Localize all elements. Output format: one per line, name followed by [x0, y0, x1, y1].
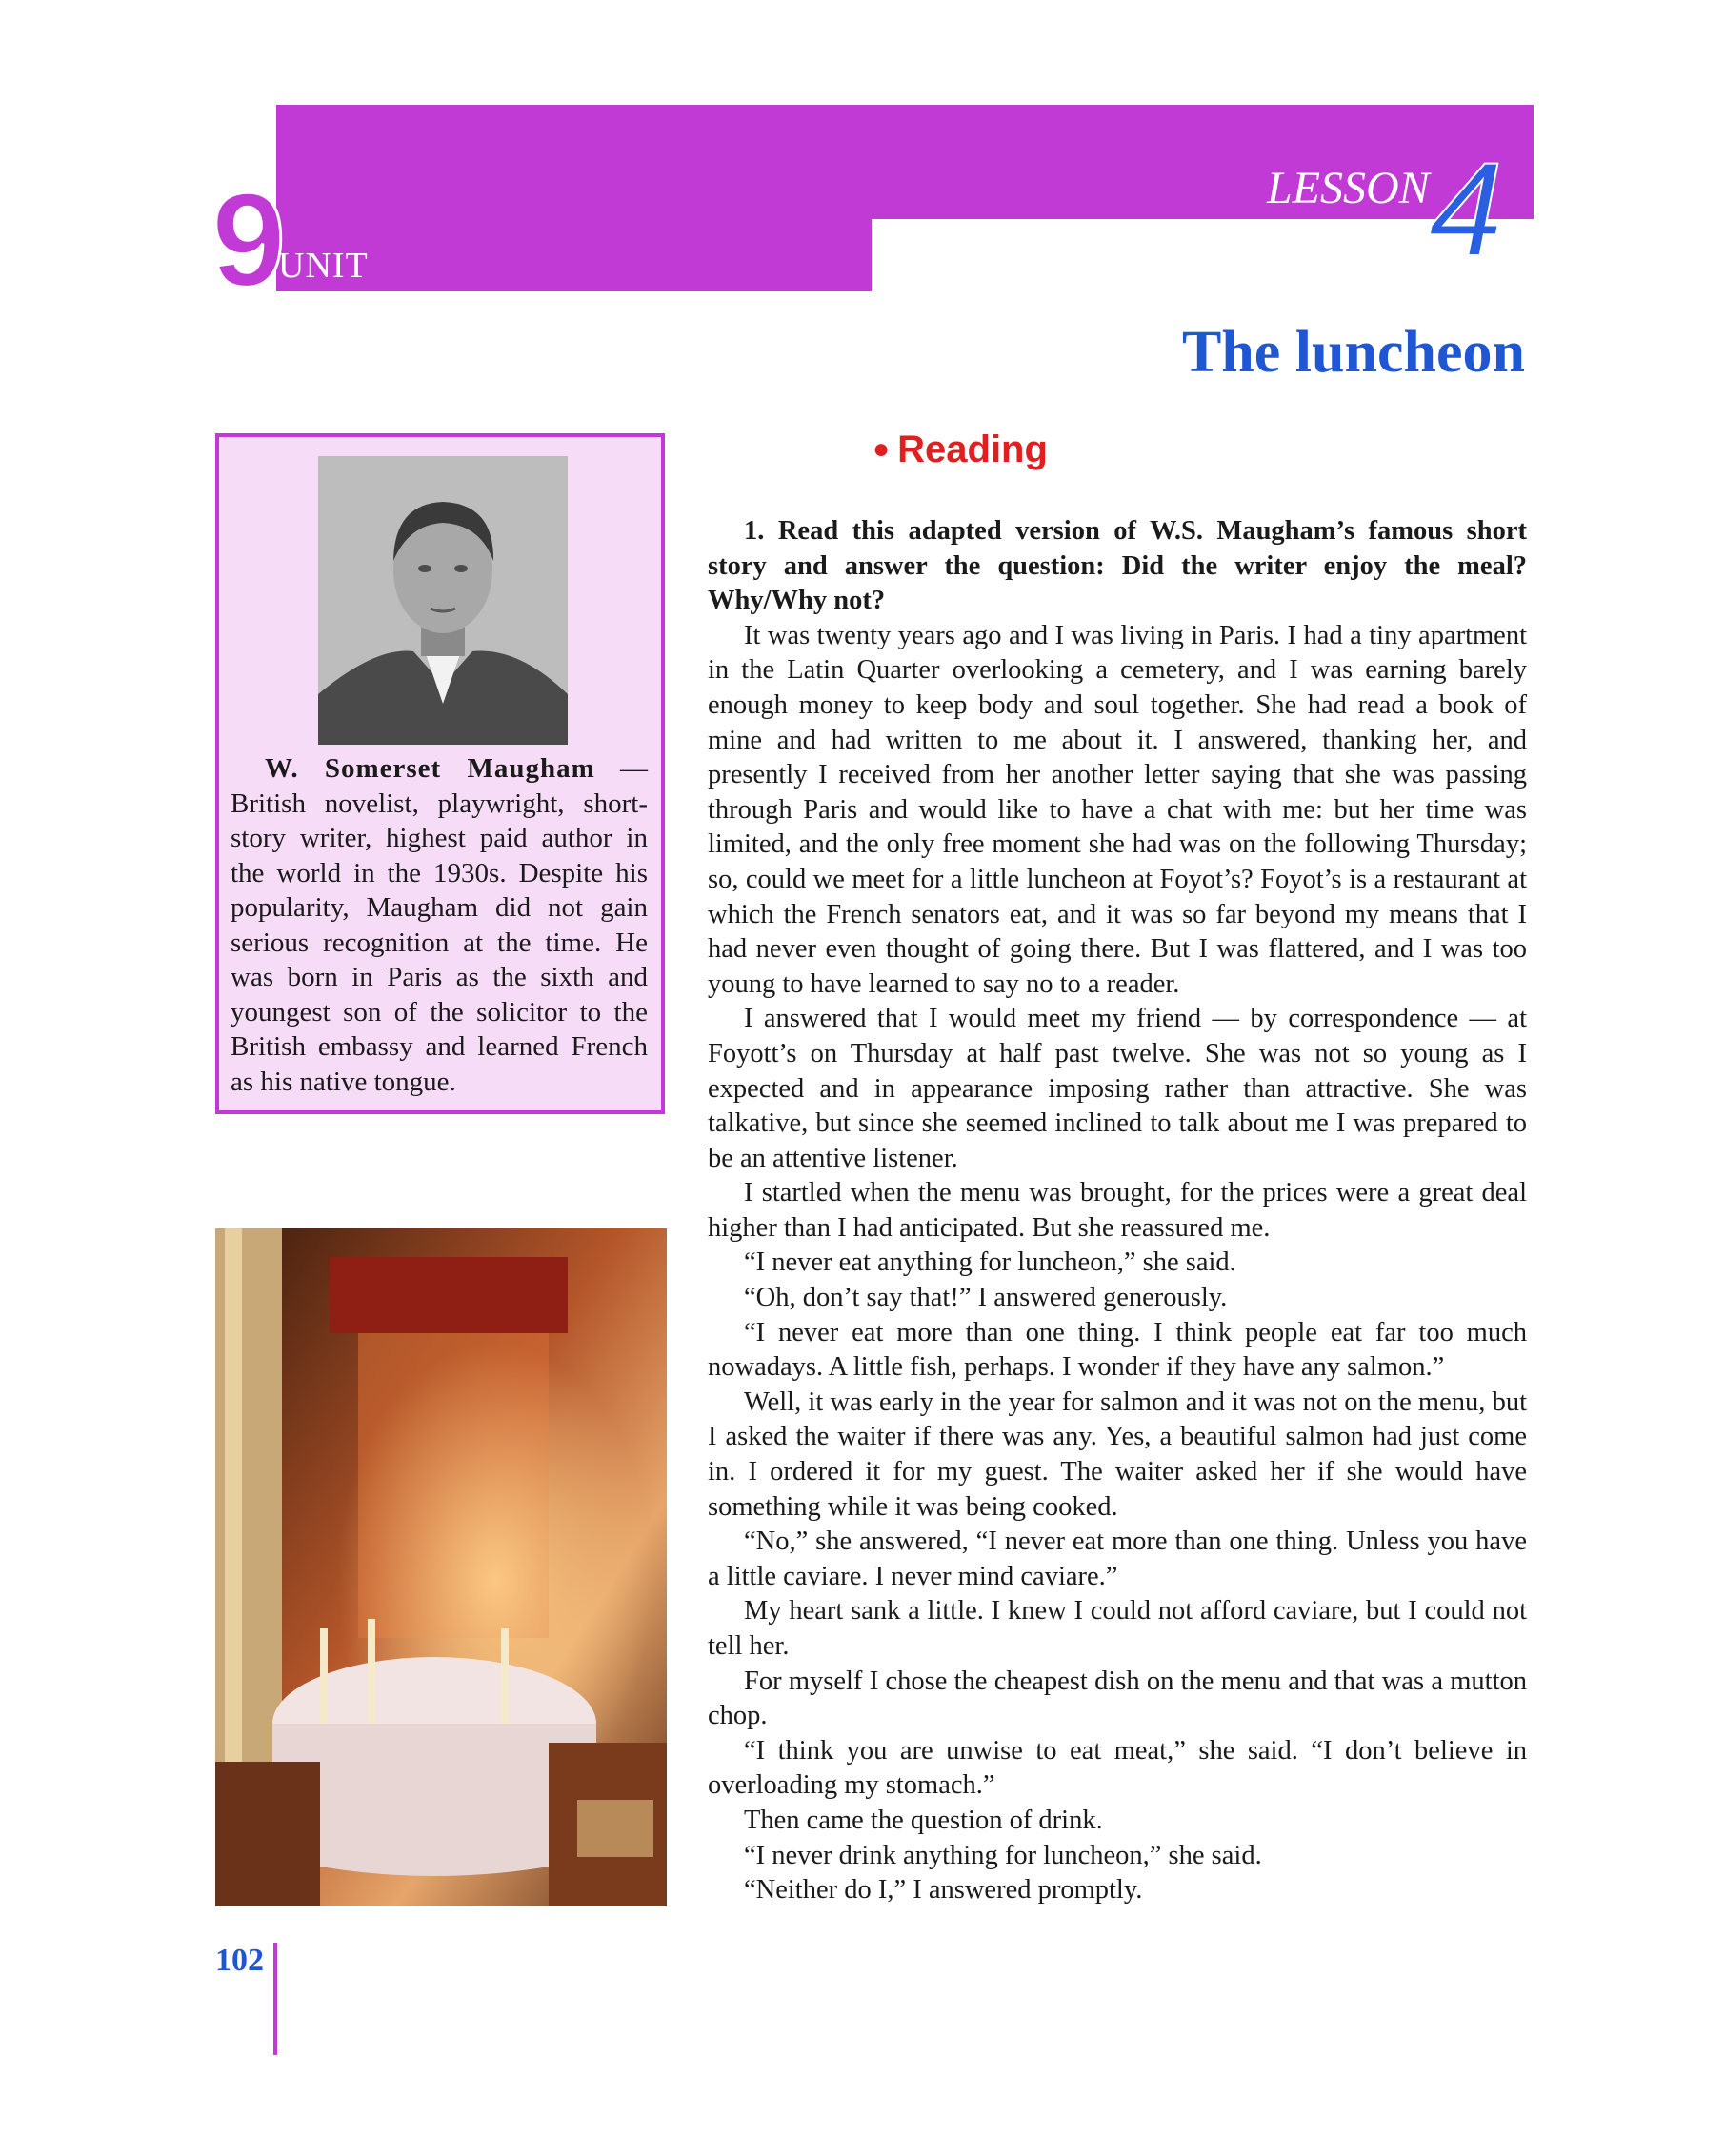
story-paragraph: Well, it was early in the year for salmon and it was not on the menu, but I asked the waiter if there was any. Yes, a beautiful salmon had just come in. I ordered it for my guest. The waiter asked her if she would have something while it was being cooked. [708, 1387, 1527, 1522]
author-bio-box [215, 433, 665, 1114]
page-number: 102 [215, 1943, 264, 1978]
story-paragraph: I startled when the menu was brought, for the prices were a great deal higher than I had anticipated. But she reassured me. [708, 1178, 1527, 1243]
unit-number: 9 [211, 165, 286, 314]
restaurant-image [215, 1228, 667, 1906]
story-paragraph: “Neither do I,” I answered promptly. [744, 1875, 1143, 1906]
reading-heading [873, 429, 1048, 471]
author-bio-description: — British novelist, playwright, short-story writer, highest paid author in the world in the 1930s. Despite his popularity, Maugham did not gain serious recognition at the time. He was born in Paris as the sixth and youngest son of the solicitor to the British embassy and learned French as his native tongue. [231, 753, 649, 1097]
story-paragraph: My heart sank a little. I knew I could not afford caviare, but I could not tell her. [708, 1596, 1527, 1661]
story-paragraph: Then came the question of drink. [744, 1805, 1103, 1835]
unit-label: UNIT [278, 246, 369, 286]
lesson-label: LESSON [1267, 163, 1430, 213]
author-name: W. Somerset Maugham [265, 753, 595, 784]
page-title: The luncheon [1181, 320, 1525, 385]
bullet-icon: ● [873, 433, 891, 465]
story-paragraph: “I never eat more than one thing. I think people eat far too much nowadays. A little fish, perhaps. I wonder if they have any salmon.” [708, 1317, 1527, 1383]
story-paragraph: “I never drink anything for luncheon,” she said. [744, 1840, 1262, 1870]
story-paragraph: I answered that I would meet my friend — by correspondence — at Foyott’s on Thursday at half past twelve. She was not so young as I expected and in appearance imposing rather than attractive. She was talkative, but since she seemed inclined to talk about me I was prepared to be an attentive listener. [708, 1004, 1527, 1173]
reading-article [708, 514, 1527, 1908]
story-paragraph: “Oh, don’t say that!” I answered generously. [744, 1283, 1228, 1313]
story-paragraph: “No,” she answered, “I never eat more than one thing. Unless you have a little caviare. I never mind caviare.” [708, 1527, 1527, 1591]
reading-task: 1. Read this adapted version of W.S. Maugham’s famous short story and answer the question: Did the writer enjoy the meal? Why/Why not? [708, 516, 1527, 616]
reading-heading-label: Reading [897, 429, 1048, 470]
story-paragraph: For myself I chose the cheapest dish on the menu and that was a mutton chop. [708, 1666, 1527, 1731]
story-paragraph: “I think you are unwise to eat meat,” she said. “I don’t believe in overloading my stomach.” [708, 1735, 1527, 1801]
story-paragraph: It was twenty years ago and I was living in Paris. I had a tiny apartment in the Latin Quarter overlooking a cemetery, and I was earning barely enough money to keep body and soul together. She had read a book of mine and had written to me about it. I answered, thanking her, and presently I received from her another letter saying that she was passing through Paris and would like to have a chat with me: but her time was limited, and the only free moment she had was on the following Thursday; so, could we meet for a little luncheon at Foyot’s? Foyot’s is a restaurant at which the French senators eat, and it was so far beyond my means that I had never even thought of going there. But I was flattered, and I was too young to have learned to say no to a reader. [708, 620, 1527, 999]
story-paragraph: “I never eat anything for luncheon,” she said. [744, 1248, 1236, 1278]
author-portrait [318, 456, 568, 745]
lesson-number: 4 [1429, 134, 1503, 284]
author-bio-text [231, 751, 648, 1099]
page-number-rule [273, 1943, 277, 2055]
restaurant-photo [215, 1228, 667, 1906]
portrait-image [318, 456, 568, 745]
